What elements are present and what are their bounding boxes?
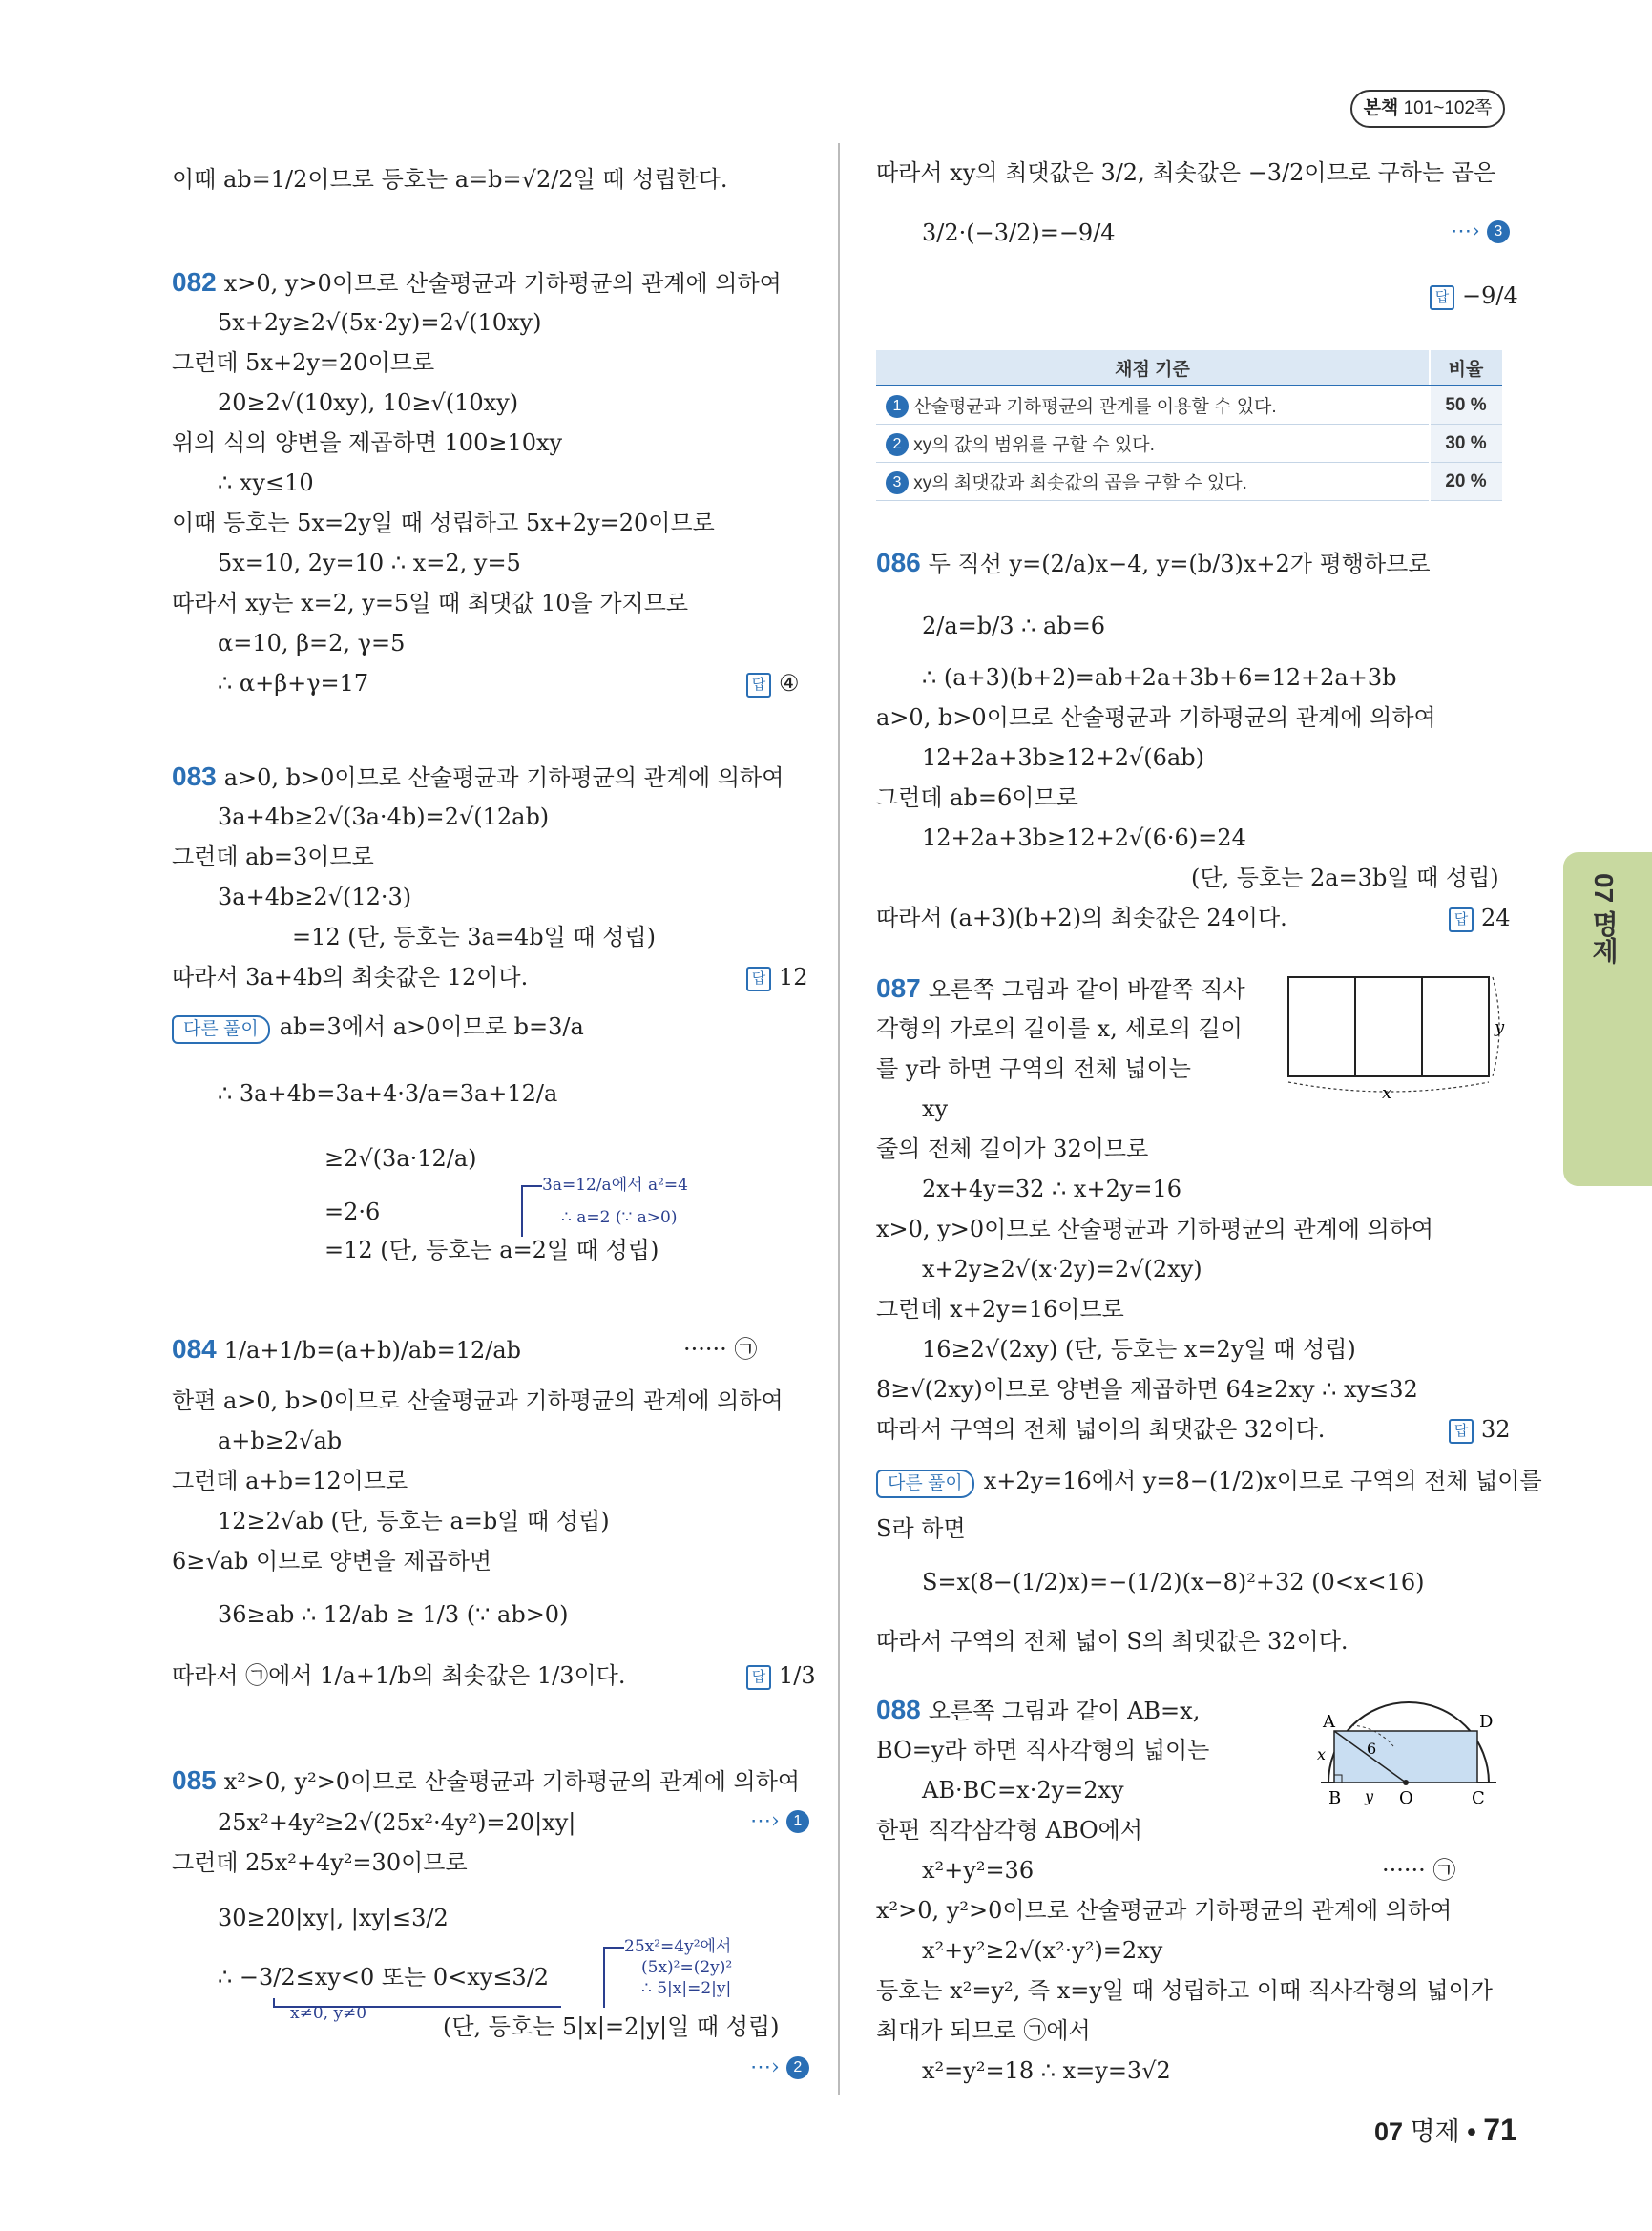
page-number: 71	[1483, 2113, 1517, 2147]
answer-icon: 답	[746, 1665, 771, 1690]
problem-086-line7: 12+2a+3b≥12+2√(6·6)=24	[922, 824, 1246, 851]
problem-088-line5: x²+y²=36	[922, 1857, 1035, 1884]
footer-dot: •	[1467, 2117, 1476, 2146]
problem-082-line6: ∴ xy≤10	[218, 469, 314, 496]
problem-088-line9: 최대가 되므로 ㉠에서	[876, 2017, 1091, 2044]
problem-082-line9: 따라서 xy는 x=2, y=5일 때 최댓값 10을 가지므로	[172, 590, 689, 616]
footer-title: 명제	[1410, 2117, 1460, 2146]
problem-082-line11: ∴ α+β+γ=17	[218, 670, 369, 697]
step-2-icon: 2	[786, 2056, 809, 2079]
badge-pages: 101~102쪽	[1403, 98, 1493, 118]
problem-087-alt-line1: 다른 풀이 x+2y=16에서 y=8−(1/2)x이므로 구역의 전체 넓이를	[876, 1466, 1542, 1498]
problem-083-line2: 3a+4b≥2√(3a·4b)=2√(12ab)	[218, 803, 550, 830]
problem-087-alt-line3: S=x(8−(1/2)x)=−(1/2)(x−8)²+32 (0<x<16)	[922, 1569, 1425, 1595]
center-point	[1403, 1780, 1409, 1785]
badge-bold: 본책	[1363, 98, 1399, 118]
alt-solution-label: 다른 풀이	[172, 1015, 270, 1044]
problem-086-line5: 12+2a+3b≥12+2√(6ab)	[922, 744, 1204, 771]
problem-084-line5: 12≥2√ab (단, 등호는 a=b일 때 성립)	[218, 1508, 610, 1534]
problem-088-line4: 한편 직각삼각형 ABO에서	[876, 1817, 1143, 1844]
problem-085-line6: (단, 등호는 5|x|=2|y|일 때 성립)	[443, 2013, 780, 2040]
problem-088-line8: 등호는 x²=y², 즉 x=y일 때 성립하고 이때 직사각형의 넓이가	[876, 1977, 1493, 2004]
problem-083-alt-line4: =2·6	[324, 1199, 381, 1225]
problem-088-line3: AB·BC=x·2y=2xy	[922, 1777, 1124, 1804]
answer-icon: 답	[746, 967, 771, 991]
problem-083-number: 083	[172, 761, 217, 791]
outer-rectangle	[1288, 977, 1489, 1076]
problem-082-line1: 082 x>0, y>0이므로 산술평균과 기하평균의 관계에 의하여	[172, 267, 782, 297]
problem-087-line9: 그런데 x+2y=16이므로	[876, 1296, 1124, 1323]
problem-085-number: 085	[172, 1765, 217, 1795]
problem-082-line7: 이때 등호는 5x=2y일 때 성립하고 5x+2y=20이므로	[172, 510, 715, 536]
problem-083-line6: 따라서 3a+4b의 최솟값은 12이다.	[172, 964, 529, 990]
problem-083-line1: 083 a>0, b>0이므로 산술평균과 기하평균의 관계에 의하여	[172, 761, 784, 791]
problem-087-line12: 따라서 구역의 전체 넓이의 최댓값은 32이다.	[876, 1416, 1326, 1443]
problem-086-number: 086	[876, 548, 921, 577]
problem-084-number: 084	[172, 1334, 217, 1364]
answer-icon: 답	[1430, 285, 1454, 310]
problem-085-note1: 25x²=4y²에서	[624, 1937, 732, 1956]
problem-083-line4: 3a+4b≥2√(12·3)	[218, 884, 412, 910]
problem-082-line5: 위의 식의 양변을 제곱하면 100≥10xy	[172, 429, 563, 456]
problem-087-number: 087	[876, 973, 921, 1003]
label-x: x	[1317, 1745, 1327, 1763]
chapter-side-tab-label: 07 명제	[1589, 873, 1619, 964]
label-O: O	[1399, 1788, 1413, 1808]
problem-082-line3: 그런데 5x+2y=20이므로	[172, 349, 435, 376]
problem-086-line2: 2/a=b/3 ∴ ab=6	[922, 613, 1106, 639]
problem-082-line4: 20≥2√(10xy), 10≥√(10xy)	[218, 389, 519, 416]
problem-085-note3: ∴ 5|x|=2|y|	[641, 1979, 732, 1998]
problem-084-line2: 한편 a>0, b>0이므로 산술평균과 기하평균의 관계에 의하여	[172, 1387, 784, 1414]
grading-criterion: xy의 값의 범위를 구할 수 있다.	[913, 434, 1155, 455]
problem-084-line7: 36≥ab ∴ 12/ab ≥ 1/3 (∵ ab>0)	[218, 1601, 569, 1628]
problem-084-line8: 따라서 ㉠에서 1/a+1/b의 최솟값은 1/3이다.	[172, 1662, 626, 1689]
step-marker-1: ⋯› 1	[750, 1809, 809, 1833]
problem-084-line6: 6≥√ab 이므로 양변을 제곱하면	[172, 1548, 492, 1574]
problem-084-line4: 그런데 a+b=12이므로	[172, 1468, 408, 1494]
problem-083-note1: 3a=12/a에서 a²=4	[542, 1176, 688, 1195]
inscribed-rectangle	[1334, 1731, 1477, 1783]
semicircle-rectangle-figure	[1307, 1689, 1508, 1813]
problem-084-line1: 084 1/a+1/b=(a+b)/ab=12/ab	[172, 1334, 521, 1364]
problem-085-line4: 30≥20|xy|, |xy|≤3/2	[218, 1905, 449, 1931]
problem-088-line6: x²>0, y²>0이므로 산술평균과 기하평균의 관계에 의하여	[876, 1897, 1453, 1924]
problem-083-alt-line3: ≥2√(3a·12/a)	[324, 1145, 477, 1172]
label-y: y	[1495, 1017, 1505, 1037]
problem-087-line5: 줄의 전체 길이가 32이므로	[876, 1136, 1149, 1162]
problem-086-line6: 그런데 ab=6이므로	[876, 784, 1078, 811]
problem-088-line2: BO=y라 하면 직사각형의 넓이는	[876, 1737, 1210, 1763]
problem-085-line1: 085 x²>0, y²>0이므로 산술평균과 기하평균의 관계에 의하여	[172, 1765, 801, 1795]
problem-083-alt-line1: 다른 풀이 ab=3에서 a>0이므로 b=3/a	[172, 1011, 584, 1044]
grading-rate: 20 %	[1430, 463, 1502, 501]
problem-087-line1: 087 오른쪽 그림과 같이 바깥쪽 직사	[876, 973, 1245, 1003]
problem-088-line10: x²=y²=18 ∴ x=y=3√2	[922, 2057, 1171, 2084]
page-reference-badge	[1350, 90, 1505, 128]
problem-082-line8: 5x=10, 2y=10 ∴ x=2, y=5	[218, 550, 521, 576]
step-1-icon: 1	[786, 1810, 809, 1833]
step-marker-2: ⋯› 2	[750, 2055, 809, 2079]
step-2-icon: 2	[886, 433, 909, 456]
problem-087-answer: 답 32	[1449, 1416, 1511, 1444]
problem-086-line1: 086 두 직선 y=(2/a)x−4, y=(b/3)x+2가 평행하므로	[876, 548, 1431, 577]
page-footer	[1374, 2111, 1517, 2148]
problem-084-answer: 답 1/3	[746, 1662, 816, 1690]
alt-solution-label: 다른 풀이	[876, 1470, 974, 1498]
problem-087-line8: x+2y≥2√(x·2y)=2√(2xy)	[922, 1256, 1202, 1282]
problem-086-line3: ∴ (a+3)(b+2)=ab+2a+3b+6=12+2a+3b	[922, 664, 1397, 691]
problem-087-line3: 를 y라 하면 구역의 전체 넓이는	[876, 1055, 1191, 1082]
label-y: y	[1365, 1787, 1374, 1805]
problem-086-line8: (단, 등호는 2a=3b일 때 성립)	[1191, 865, 1499, 891]
label-A: A	[1323, 1712, 1335, 1732]
step-3-icon: 3	[886, 471, 909, 494]
grading-criterion: 산술평균과 기하평균의 관계를 이용할 수 있다.	[913, 396, 1277, 417]
problem-082-line10: α=10, β=2, γ=5	[218, 630, 406, 657]
step-1-icon: 1	[886, 395, 909, 418]
footer-chapter: 07	[1374, 2117, 1404, 2146]
annotation-bracket	[521, 1185, 542, 1237]
label-B: B	[1328, 1788, 1342, 1808]
problem-085-line5: ∴ −3/2≤xy<0 또는 0<xy≤3/2	[218, 1964, 550, 1991]
answer-icon: 답	[1449, 907, 1474, 932]
grading-table	[876, 350, 1502, 501]
problem-083-alt-line5: =12 (단, 등호는 a=2일 때 성립)	[324, 1237, 659, 1263]
problem-083-alt-line2: ∴ 3a+4b=3a+4·3/a=3a+12/a	[218, 1080, 558, 1107]
problem-087-line2: 각형의 가로의 길이를 x, 세로의 길이	[876, 1015, 1243, 1042]
problem-088-number: 088	[876, 1695, 921, 1724]
label-D: D	[1479, 1712, 1494, 1732]
problem-082-number: 082	[172, 267, 217, 297]
problem-083-line5: =12 (단, 등호는 3a=4b일 때 성립)	[292, 924, 656, 950]
problem-085-answer: 답 −9/4	[1430, 282, 1518, 310]
label-x: x	[1382, 1083, 1392, 1103]
problem-085-line3: 그런데 25x²+4y²=30이므로	[172, 1849, 468, 1876]
problem-088-line1: 088 오른쪽 그림과 같이 AB=x,	[876, 1695, 1201, 1724]
right-line2: 3/2·(−3/2)=−9/4	[922, 219, 1116, 246]
step-marker-3: ⋯› 3	[1451, 219, 1510, 243]
answer-icon: 답	[1449, 1419, 1474, 1444]
grading-rate: 50 %	[1430, 386, 1502, 425]
column-divider	[838, 143, 840, 2095]
grading-criterion: xy의 최댓값과 최솟값의 곱을 구할 수 있다.	[913, 472, 1247, 493]
label-C: C	[1472, 1788, 1485, 1808]
problem-087-line4: xy	[922, 1095, 949, 1122]
problem-086-line4: a>0, b>0이므로 산술평균과 기하평균의 관계에 의하여	[876, 704, 1436, 731]
problem-085-note2: (5x)²=(2y)²	[641, 1958, 733, 1977]
left-intro-line: 이때 ab=1/2이므로 등호는 a=b=√2/2일 때 성립한다.	[172, 166, 728, 193]
problem-083-line3: 그런데 ab=3이므로	[172, 844, 374, 870]
problem-082-answer: 답 ④	[746, 670, 800, 698]
problem-088-line7: x²+y²≥2√(x²·y²)=2xy	[922, 1937, 1163, 1964]
problem-087-line7: x>0, y>0이므로 산술평균과 기하평균의 관계에 의하여	[876, 1216, 1434, 1242]
problem-083-note2: ∴ a=2 (∵ a>0)	[561, 1208, 678, 1227]
problem-082-line2: 5x+2y≥2√(5x·2y)=2√(10xy)	[218, 309, 542, 336]
grading-header-rate: 비율	[1430, 350, 1502, 386]
problem-087-line6: 2x+4y=32 ∴ x+2y=16	[922, 1176, 1182, 1202]
right-line1: 따라서 xy의 최댓값은 3/2, 최솟값은 −3/2이므로 구하는 곱은	[876, 159, 1496, 186]
step-3-icon: 3	[1487, 220, 1510, 243]
fence-rectangle-figure	[1279, 971, 1508, 1115]
problem-087-line10: 16≥2√(2xy) (단, 등호는 x=2y일 때 성립)	[922, 1336, 1356, 1363]
table-row	[876, 386, 1502, 425]
problem-086-line9: 따라서 (a+3)(b+2)의 최솟값은 24이다.	[876, 905, 1287, 931]
problem-085-line2: 25x²+4y²≥2√(25x²·4y²)=20|xy|	[218, 1809, 576, 1836]
table-row	[876, 425, 1502, 463]
annotation-bracket-085	[603, 1947, 624, 2008]
grading-rate: 30 %	[1430, 425, 1502, 463]
answer-icon: 답	[746, 673, 771, 698]
problem-087-line11: 8≥√(2xy)이므로 양변을 제곱하면 64≥2xy ∴ xy≤32	[876, 1376, 1418, 1403]
problem-084-mark: ······ ㉠	[683, 1336, 758, 1363]
table-row	[876, 463, 1502, 501]
grading-header-criteria: 채점 기준	[876, 350, 1430, 386]
problem-087-alt-line4: 따라서 구역의 전체 넓이 S의 최댓값은 32이다.	[876, 1628, 1349, 1655]
problem-085-sub: x≠0, y≠0	[290, 2004, 367, 2023]
label-six: 6	[1367, 1740, 1377, 1758]
problem-084-line3: a+b≥2√ab	[218, 1428, 343, 1454]
problem-086-answer: 답 24	[1449, 905, 1511, 932]
problem-083-answer: 답 12	[746, 964, 808, 991]
problem-088-mark: ······ ㉠	[1382, 1857, 1456, 1884]
problem-087-alt-line2: S라 하면	[876, 1515, 966, 1542]
